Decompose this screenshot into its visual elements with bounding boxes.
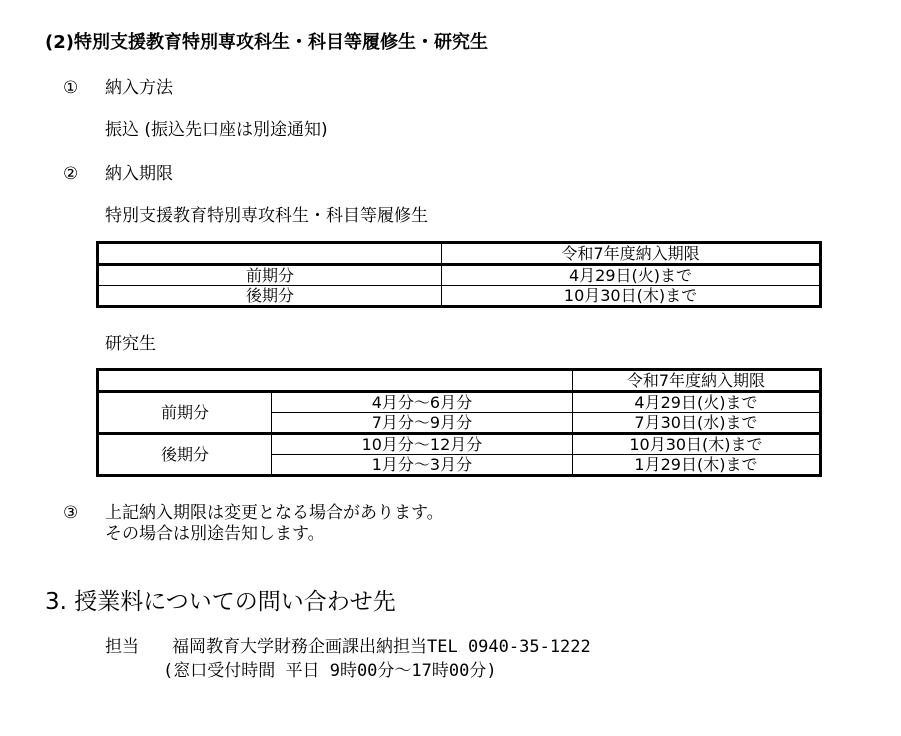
period-cell: 1月分～3月分 — [272, 455, 573, 476]
term-cell: 後期分 — [98, 434, 272, 476]
notice-line-1: 上記納入期限は変更となる場合があります。 — [105, 503, 444, 523]
table1-caption: 特別支援教育特別専攻科生・科目等履修生 — [105, 206, 428, 226]
table-row — [98, 265, 821, 286]
deadline-cell: 1月29日(木)まで — [572, 455, 820, 476]
section-heading-inquiries: 3. 授業料についての問い合わせ先 — [45, 589, 396, 615]
header-empty-cell — [98, 243, 442, 265]
header-empty-cell — [98, 370, 573, 392]
header-deadline: 令和7年度納入期限 — [442, 243, 821, 265]
section-heading: (2)特別支援教育特別専攻科生・科目等履修生・研究生 — [45, 32, 488, 53]
period-cell: 7月分～9月分 — [272, 413, 573, 434]
item-marker-3: ③ — [63, 503, 79, 523]
table-header-row — [98, 370, 821, 392]
table-header-row — [98, 243, 821, 265]
item-marker-1: ① — [63, 78, 79, 98]
item-title-payment-method: 納入方法 — [105, 78, 173, 98]
notice-line-2: その場合は別途告知します。 — [105, 524, 325, 544]
deadline-table-research — [96, 368, 822, 477]
deadline-cell: 10月30日(木)まで — [572, 434, 820, 455]
deadline-cell: 7月30日(水)まで — [572, 413, 820, 434]
table-row — [98, 392, 821, 413]
table-row — [98, 434, 821, 455]
header-deadline: 令和7年度納入期限 — [572, 370, 820, 392]
contact-label: 担当 — [105, 637, 139, 657]
deadline-table-specialization — [96, 241, 822, 308]
table2-caption: 研究生 — [105, 334, 156, 354]
deadline-cell: 10月30日(木)まで — [442, 286, 821, 307]
period-cell: 4月分～6月分 — [272, 392, 573, 413]
item-marker-2: ② — [63, 164, 79, 184]
contact-text: 福岡教育大学財務企画課出納担当TEL 0940-35-1222 — [172, 637, 591, 657]
deadline-cell: 4月29日(火)まで — [442, 265, 821, 286]
payment-method-text: 振込 (振込先口座は別途通知) — [105, 120, 328, 140]
period-cell: 10月分～12月分 — [272, 434, 573, 455]
table-row — [98, 286, 821, 307]
term-cell: 前期分 — [98, 265, 442, 286]
office-hours: (窓口受付時間 平日 9時00分～17時00分) — [163, 661, 497, 681]
deadline-cell: 4月29日(火)まで — [572, 392, 820, 413]
term-cell: 前期分 — [98, 392, 272, 434]
item-title-deadline: 納入期限 — [105, 164, 173, 184]
term-cell: 後期分 — [98, 286, 442, 307]
